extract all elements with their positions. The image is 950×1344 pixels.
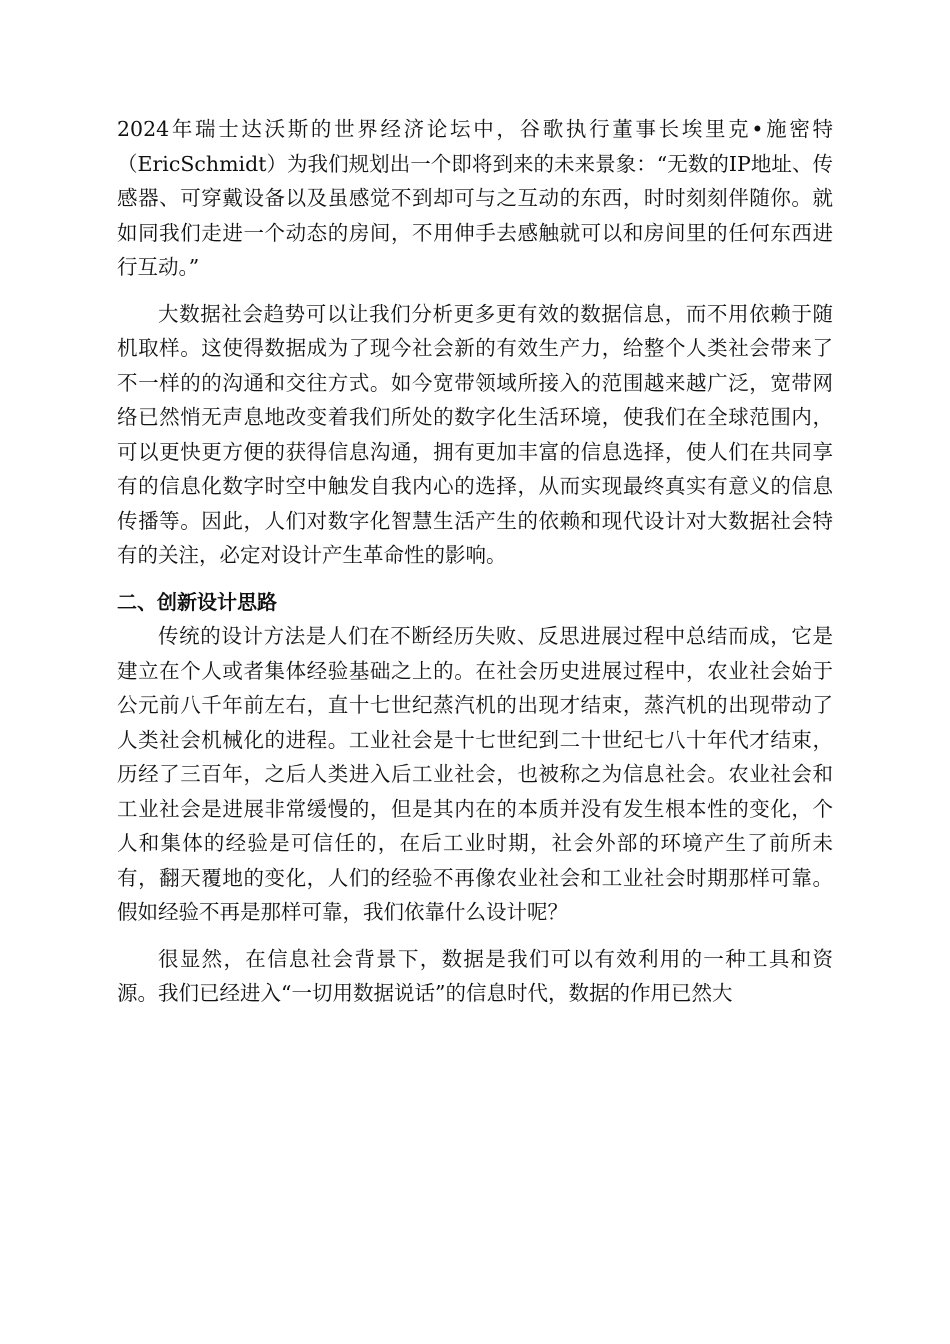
paragraph-traditional-design: 传统的设计方法是人们在不断经历失败、反思进展过程中总结而成，它是建立在个人或者集体经验基础之上的。在社会历史进展过程中，农业社会始于公元前八千年前左右，直十七世纪蒸汽机的出现才结束，蒸汽机的出现带动了人类社会机械化的进程。工业社会是十七世纪到二十世纪七八十年代才结束，历经了三百年，之后人类进入后工业社会，也被称之为信息社会。农业社会和工业社会是进展非常缓慢的，但是其内在的本质并没有发生根本性的变化，个人和集体的经验是可信任的，在后工业时期，社会外部的环境产生了前所未有，翻天覆地的变化，人们的经验不再像农业社会和工业社会时期那样可靠。假如经验不再是那样可靠，我们依靠什么设计呢？ [117,624,833,924]
paragraph-big-data-trend: 大数据社会趋势可以让我们分析更多更有效的数据信息，而不用依赖于随机取样。这使得数据成为了现今社会新的有效生产力，给整个人类社会带来了不一样的的沟通和交往方式。如今宽带领域所接入的范围越来越广泛，宽带网络已然悄无声息地改变着我们所处的数字化生活环境，使我们在全球范围内，可以更快更方便的获得信息沟通，拥有更加丰富的信息选择，使人们在共同享有的信息化数字时空中触发自我内心的选择，从而实现最终真实有意义的信息传播等。因此，人们对数字化智慧生活产生的依赖和现代设计对大数据社会特有的关注，必定对设计产生革命性的影响。 [117,301,833,567]
paragraph-data-resource: 很显然，在信息社会背景下，数据是我们可以有效利用的一种工具和资源。我们已经进入“一切用数据说话”的信息时代，数据的作用已然大 [117,946,833,1005]
paragraph-davos-forum: 2024年瑞士达沃斯的世界经济论坛中，谷歌执行董事长埃里克•施密特（EricSchmidt）为我们规划出一个即将到来的未来景象：“无数的IP地址、传感器、可穿戴设备以及虽感觉不到却可与之互动的东西，时时刻刻伴随你。就如同我们走进一个动态的房间，不用伸手去感触就可以和房间里的任何东西进行互动。” [117,117,833,279]
document-page [117,112,833,1011]
section-heading: 二、创新设计思路 [117,589,277,614]
